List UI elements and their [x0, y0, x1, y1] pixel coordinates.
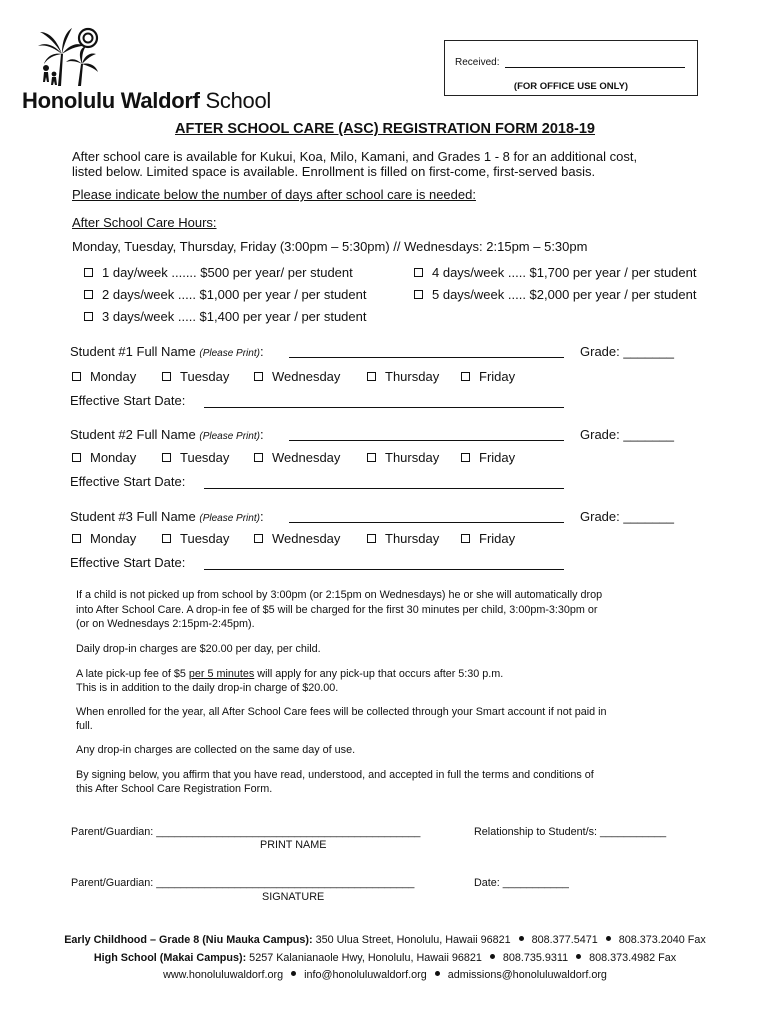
hours-label: After School Care Hours:: [72, 215, 217, 230]
policy-fees-line-2: full.: [76, 720, 93, 732]
checkbox-icon[interactable]: [367, 453, 376, 462]
checkbox-icon[interactable]: [461, 372, 470, 381]
school-logo-icon: [34, 24, 102, 90]
bullet-icon: [435, 971, 440, 976]
office-use-box: [444, 40, 698, 96]
student-2-friday[interactable]: Friday: [461, 450, 515, 465]
policy-drop-in: Daily drop-in charges are $20.00 per day, per child.: [76, 643, 321, 655]
footer-contacts: [0, 969, 770, 981]
checkbox-icon[interactable]: [254, 372, 263, 381]
hours-text: Monday, Tuesday, Thursday, Friday (3:00pm – 5:30pm) // Wednesdays: 2:15pm – 5:30pm: [72, 239, 588, 254]
student-2-thursday[interactable]: Thursday: [367, 450, 439, 465]
student-3-grade[interactable]: Grade: _______: [580, 509, 674, 524]
received-line[interactable]: [505, 67, 685, 68]
student-3-thursday[interactable]: Thursday: [367, 531, 439, 546]
student-3-start-date-label: Effective Start Date:: [70, 555, 186, 570]
student-2-monday[interactable]: Monday: [72, 450, 136, 465]
student-1-monday[interactable]: Monday: [72, 369, 136, 384]
policy-fees-line-1: When enrolled for the year, all After School Care fees will be collected through your Smart account if not paid in: [76, 706, 607, 718]
policy-drop-in-collection: Any drop-in charges are collected on the same day of use.: [76, 744, 356, 756]
admissions-email-link[interactable]: admissions@honoluluwaldorf.org: [447, 969, 607, 981]
checkbox-icon[interactable]: [254, 453, 263, 462]
checkbox-icon[interactable]: [461, 534, 470, 543]
checkbox-icon[interactable]: [72, 372, 81, 381]
student-2-grade[interactable]: Grade: _______: [580, 427, 674, 442]
policy-late-fee-line-1: A late pick-up fee of $5 per 5 minutes will apply for any pick-up that occurs after 5:30 p.m.: [76, 668, 504, 680]
checkbox-icon[interactable]: [162, 534, 171, 543]
student-1-tuesday[interactable]: Tuesday: [162, 369, 229, 384]
checkbox-icon[interactable]: [162, 372, 171, 381]
checkbox-icon[interactable]: [72, 453, 81, 462]
option-4-days[interactable]: 4 days/week ..... $1,700 per year / per student: [414, 265, 697, 280]
checkbox-icon[interactable]: [461, 453, 470, 462]
policy-pickup-line-3: (or on Wednesdays 2:15pm-2:45pm).: [76, 618, 255, 630]
website-link[interactable]: www.honoluluwaldorf.org: [163, 969, 284, 981]
relationship-field[interactable]: Relationship to Student/s: ___________: [474, 826, 667, 838]
bullet-icon: [519, 936, 524, 941]
parent-guardian-name-field[interactable]: Parent/Guardian: ____________________________________________: [71, 826, 421, 838]
student-3-name-field[interactable]: [289, 522, 564, 523]
student-3-monday[interactable]: Monday: [72, 531, 136, 546]
office-use-only-label: (FOR OFFICE USE ONLY): [513, 81, 629, 92]
intro-line-2: listed below. Limited space is available. Enrollment is filled on first-come, first-served basis.: [72, 164, 596, 179]
checkbox-icon[interactable]: [254, 534, 263, 543]
instruction-text: Please indicate below the number of days after school care is needed:: [72, 187, 476, 202]
student-2-name-label: Student #2 Full Name (Please Print):: [70, 427, 264, 442]
bullet-icon: [606, 936, 611, 941]
checkbox-icon[interactable]: [84, 290, 93, 299]
checkbox-icon[interactable]: [162, 453, 171, 462]
signature-label: SIGNATURE: [262, 891, 325, 903]
checkbox-icon[interactable]: [414, 290, 423, 299]
student-3-name-label: Student #3 Full Name (Please Print):: [70, 509, 264, 524]
student-1-name-field[interactable]: [289, 357, 564, 358]
student-3-start-date-field[interactable]: [204, 569, 564, 570]
school-name-logo: Honolulu Waldorf School: [22, 88, 271, 113]
intro-line-1: After school care is available for Kukui, Koa, Milo, Kamani, and Grades 1 - 8 for an additional cost,: [72, 149, 638, 164]
checkbox-icon[interactable]: [84, 268, 93, 277]
option-3-days[interactable]: 3 days/week ..... $1,400 per year / per student: [84, 309, 367, 324]
student-1-name-label: Student #1 Full Name (Please Print):: [70, 344, 264, 359]
student-1-wednesday[interactable]: Wednesday: [254, 369, 340, 384]
student-3-friday[interactable]: Friday: [461, 531, 515, 546]
bullet-icon: [576, 954, 581, 959]
student-3-tuesday[interactable]: Tuesday: [162, 531, 229, 546]
option-1-day[interactable]: 1 day/week ....... $500 per year/ per student: [84, 265, 353, 280]
policy-agreement-line-1: By signing below, you affirm that you have read, understood, and accepted in full the terms and conditions of: [76, 769, 594, 781]
option-5-days[interactable]: 5 days/week ..... $2,000 per year / per student: [414, 287, 697, 302]
info-email-link[interactable]: info@honoluluwaldorf.org: [304, 969, 427, 981]
policy-pickup-line-2: into After School Care. A drop-in fee of $5 will be charged for the first 30 minutes per child, 3:00pm-3:30pm or: [76, 604, 598, 616]
student-2-tuesday[interactable]: Tuesday: [162, 450, 229, 465]
policy-agreement-line-2: this After School Care Registration Form.: [76, 783, 273, 795]
checkbox-icon[interactable]: [414, 268, 423, 277]
form-title: AFTER SCHOOL CARE (ASC) REGISTRATION FORM 2018-19: [174, 121, 595, 137]
student-3-wednesday[interactable]: Wednesday: [254, 531, 340, 546]
checkbox-icon[interactable]: [72, 534, 81, 543]
policy-late-fee-line-2: This is in addition to the daily drop-in charge of $20.00.: [76, 682, 339, 694]
student-1-friday[interactable]: Friday: [461, 369, 515, 384]
checkbox-icon[interactable]: [367, 534, 376, 543]
student-2-start-date-field[interactable]: [204, 488, 564, 489]
date-field[interactable]: Date: ___________: [474, 877, 569, 889]
print-name-label: PRINT NAME: [260, 839, 327, 851]
received-label: Received:: [455, 57, 500, 68]
student-1-start-date-field[interactable]: [204, 407, 564, 408]
option-2-days[interactable]: 2 days/week ..... $1,000 per year / per student: [84, 287, 367, 302]
student-2-wednesday[interactable]: Wednesday: [254, 450, 340, 465]
bullet-icon: [490, 954, 495, 959]
checkbox-icon[interactable]: [84, 312, 93, 321]
footer-high-school-campus: High School (Makai Campus): 5257 Kalanianaole Hwy, Honolulu, Hawaii 96821 808.735.9311 808.373.4982 Fax: [93, 952, 677, 964]
checkbox-icon[interactable]: [367, 372, 376, 381]
student-1-thursday[interactable]: Thursday: [367, 369, 439, 384]
footer-lower-campus: Early Childhood – Grade 8 (Niu Mauka Campus): 350 Ulua Street, Honolulu, Hawaii 96821 808.377.5471 808.373.2040 Fax: [64, 934, 706, 946]
student-1-start-date-label: Effective Start Date:: [70, 393, 186, 408]
student-1-grade[interactable]: Grade: _______: [580, 344, 674, 359]
policy-pickup-line-1: If a child is not picked up from school by 3:00pm (or 2:15pm on Wednesdays) he or she will automatically drop: [76, 589, 603, 601]
bullet-icon: [291, 971, 296, 976]
student-2-name-field[interactable]: [289, 440, 564, 441]
parent-guardian-signature-field[interactable]: Parent/Guardian: ___________________________________________: [71, 877, 415, 889]
student-2-start-date-label: Effective Start Date:: [70, 474, 186, 489]
